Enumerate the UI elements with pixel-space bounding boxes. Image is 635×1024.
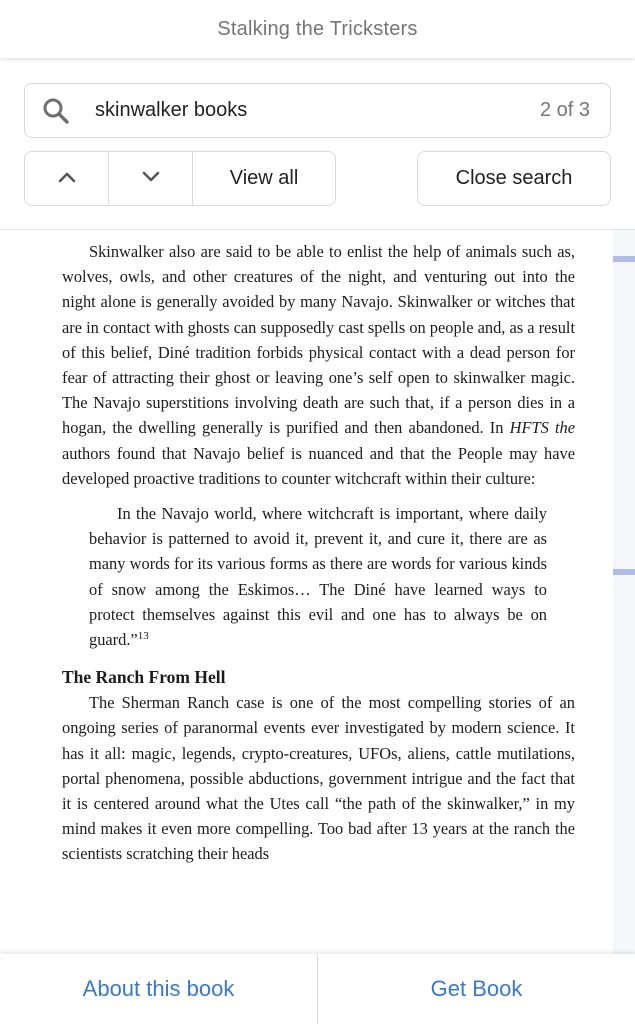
chevron-up-icon	[58, 170, 76, 188]
top-bar	[0, 0, 635, 58]
search-query[interactable]: skinwalker books	[95, 99, 248, 121]
chevron-down-icon	[142, 170, 160, 188]
paragraph-text: Skinwalker also are said to be able to enlist the help of animals such as, wolves, owls, and other creatures of the night, and venturing out into the night alone is generally avoided by many Navajo. Skinwalker or witches that are in contact with ghosts can supposedly cast spells on people and, as a result of this belief, Diné tradition forbids physical contact with a dead person for fear of attracting their ghost or leaving one’s self open to skinwalker magic. The Navajo superstitions involving death are such that, if a person dies in a hogan, the dwelling generally is purified and then abandoned. In	[62, 242, 575, 438]
search-input[interactable]	[24, 83, 611, 138]
paragraph	[62, 239, 575, 491]
page-text	[62, 239, 575, 867]
quote-text: In the Navajo world, where witchcraft is important, where daily behavior is patterned to avoid it, prevent it, and cure it, there are as many words for its various forms as there are words for various kinds of snow among the Eskimos… The Diné have learned ways to protect themselves against this evil and one has to always be on guard.”	[89, 504, 547, 650]
search-nav-group	[24, 151, 336, 206]
about-this-book-button[interactable]: About this book	[82, 976, 235, 1001]
get-book-button[interactable]: Get Book	[430, 976, 523, 1001]
italic-text: HFTS the	[509, 418, 575, 438]
paragraph-text: authors found that Navajo belief is nuanced and that the People may have developed proactive traditions to counter witchcraft within their culture:	[62, 443, 575, 488]
book-page	[0, 230, 635, 954]
search-hit-marker[interactable]	[613, 256, 635, 262]
close-search-button[interactable]: Close search	[417, 151, 611, 206]
search-hit-scrollbar[interactable]	[613, 230, 635, 954]
next-result-button[interactable]	[109, 152, 193, 205]
section-heading: The Ranch From Hell	[62, 667, 226, 688]
footnote-marker[interactable]: 13	[137, 630, 149, 643]
search-panel	[0, 60, 635, 230]
search-result-count: 2 of 3	[539, 99, 590, 121]
previous-result-button[interactable]	[25, 152, 109, 205]
paragraph: The Sherman Ranch case is one of the most compelling stories of an ongoing series of paranormal events ever investigated by modern science. It has it all: magic, legends, crypto-creatures, UFOs, aliens, cattle mutilations, portal phenomena, possible abductions, government intrigue and the fact that it is centered around what the Utes call “the path of the skinwalker,” in my mind makes it even more compelling. Too bad after 13 years at the ranch the scientists scratching their heads	[62, 693, 575, 864]
search-hit-marker[interactable]	[613, 569, 635, 575]
book-title: Stalking the Tricksters	[217, 17, 418, 40]
search-icon	[41, 96, 71, 126]
view-all-button[interactable]: View all	[229, 167, 299, 189]
block-quote	[89, 501, 547, 652]
bottom-bar	[0, 954, 635, 1024]
